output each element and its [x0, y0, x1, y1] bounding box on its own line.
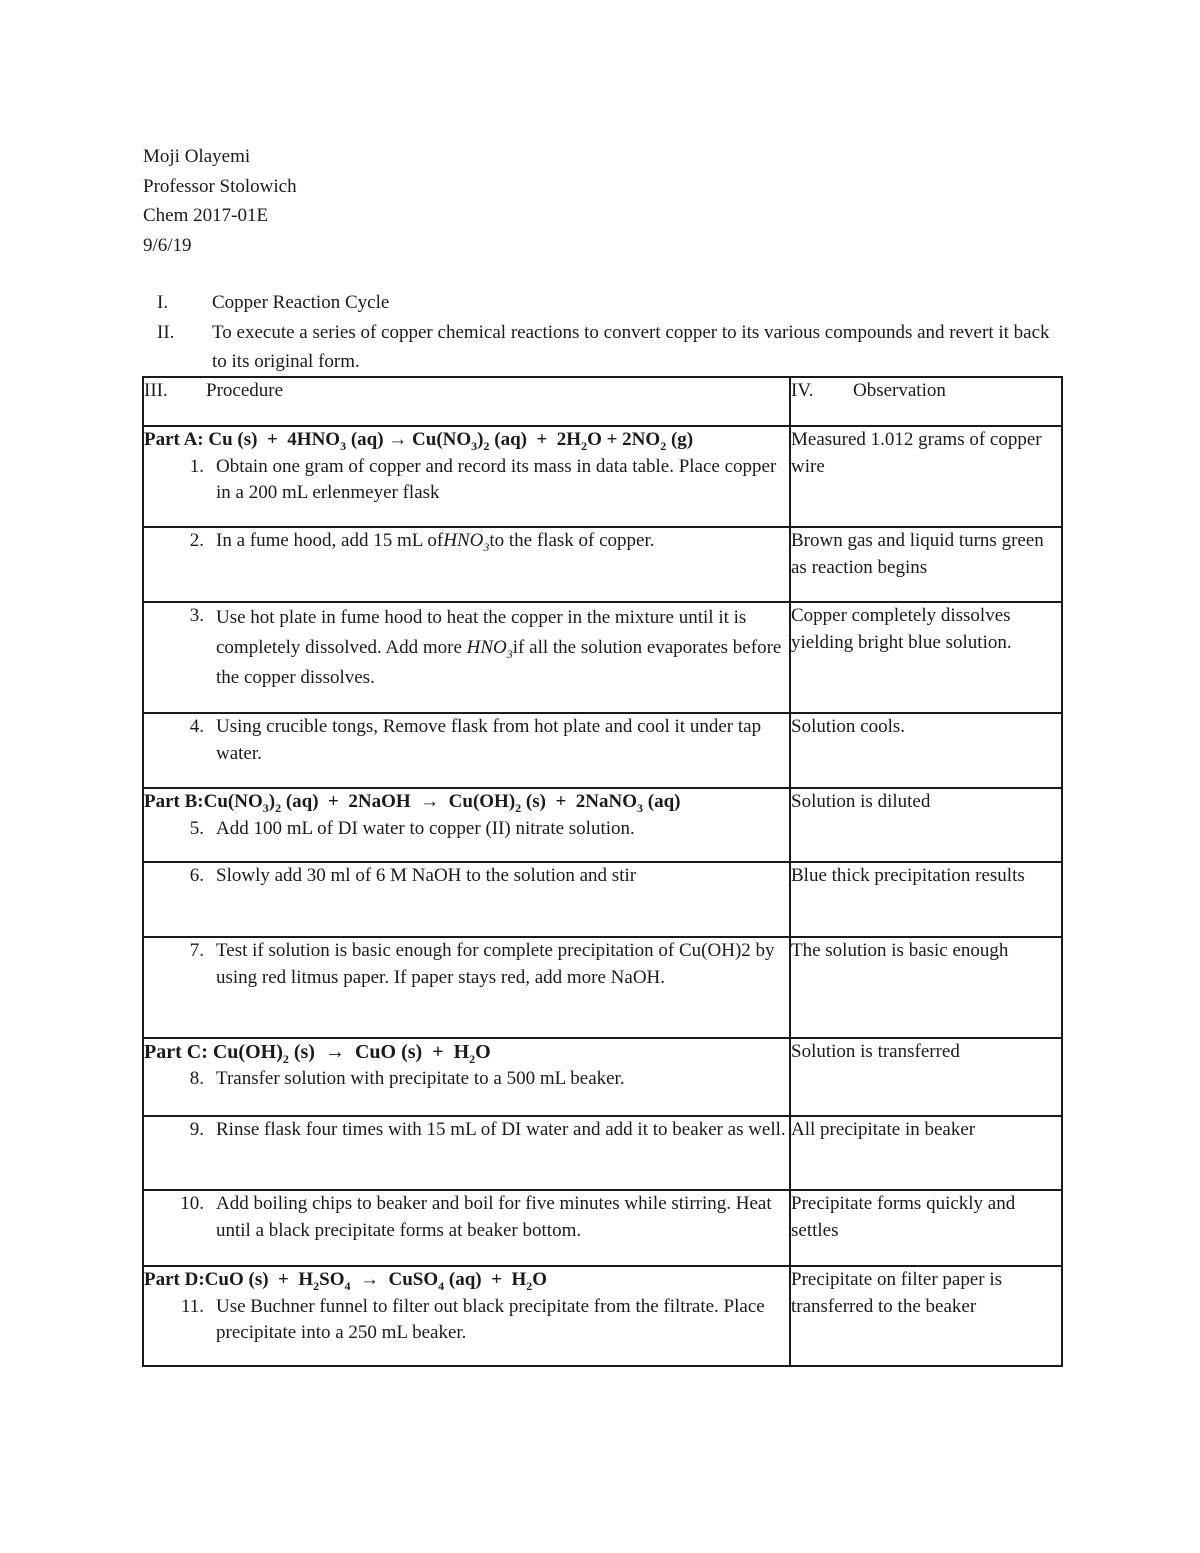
part-label: Part B: — [144, 791, 204, 812]
procedure-cell — [143, 713, 790, 788]
step-item — [144, 528, 789, 555]
step-text: Transfer solution with precipitate to a 500 mL beaker. — [216, 1067, 625, 1089]
step-text — [216, 603, 789, 693]
part-equation: CuO $(s) + H_2SO_4$ → CuSO$_4$ $(aq) + H_2O$ — [204, 1269, 548, 1293]
procedure-cell — [143, 937, 790, 1038]
step-item — [144, 714, 789, 767]
table-row — [143, 862, 1062, 937]
observation-cell — [790, 426, 1062, 527]
observation-header — [790, 377, 1062, 426]
observation-cell — [790, 862, 1062, 937]
observation-cell — [790, 1116, 1062, 1190]
table-row — [143, 527, 1062, 602]
step-item — [144, 1191, 789, 1244]
observation-cell — [790, 527, 1062, 602]
step-text: Add boiling chips to beaker and boil for five minutes while stirring. Heat until a black precipitate forms at beaker bottom. — [216, 1193, 772, 1241]
observation-cell — [790, 1190, 1062, 1266]
step-text: Add 100 mL of DI water to copper (II) nitrate solution. — [216, 817, 635, 839]
table-row — [143, 1190, 1062, 1266]
table-row — [143, 788, 1062, 862]
part-label: Part C: — [144, 1041, 208, 1063]
observation-text: Solution is diluted — [791, 791, 931, 812]
step-number: 4. — [189, 716, 204, 737]
section-text: To execute a series of copper chemical reactions to convert copper to its various compounds and revert it back to its original form. — [212, 321, 1050, 372]
step-text — [216, 528, 789, 555]
procedure-cell — [143, 426, 790, 527]
chemical-formula: $HNO_3$ — [443, 530, 490, 554]
step-text-part: Use hot plate in fume hood to heat the copper in the mixture until it is completely dissolved. Add more — [216, 607, 747, 658]
step-text: Slowly add 30 ml of 6 M NaOH to the solution and stir — [216, 865, 637, 886]
observation-text: Measured 1.012 grams of copper wire — [791, 429, 1042, 477]
step-item — [144, 454, 789, 507]
section-number: I. — [157, 292, 169, 313]
table-row — [143, 1116, 1062, 1190]
section-text: Copper Reaction Cycle — [212, 292, 390, 313]
observation-cell — [790, 937, 1062, 1038]
professor-name: Professor Stolowich — [143, 175, 297, 197]
part-equation: Cu $(s) + 4HNO_3$ $(aq) \to Cu(NO_3)_2$ $(aq) + 2H_2O + 2NO_2$ (g) — [208, 429, 694, 453]
observation-text: Copper completely dissolves yielding bright blue solution. — [791, 605, 1012, 653]
step-number: 6. — [189, 865, 204, 886]
observation-cell — [790, 1038, 1062, 1116]
step-text-part: if all the solution evaporates before the copper dissolves. — [216, 637, 782, 688]
document-header — [143, 142, 297, 260]
document-date: 9/6/19 — [143, 234, 192, 256]
step-number: 3. — [189, 605, 204, 626]
part-label: Part D: — [144, 1269, 205, 1290]
part-label: Part A: — [144, 429, 204, 450]
part-b-title — [144, 789, 789, 816]
table-row — [143, 713, 1062, 788]
step-text: Rinse flask four times with 15 mL of DI water and add it to beaker as well. — [216, 1119, 786, 1140]
step-number: 2. — [189, 530, 204, 551]
observation-text: Precipitate on filter paper is transferred to the beaker — [791, 1269, 1003, 1317]
step-text: Obtain one gram of copper and record its mass in data table. Place copper in a 200 mL erlenmeyer flask — [216, 455, 777, 503]
observation-cell — [790, 788, 1062, 862]
step-item — [144, 1294, 789, 1347]
observation-cell — [790, 713, 1062, 788]
section-list — [143, 288, 1063, 377]
section-title — [143, 288, 1063, 318]
procedure-cell — [143, 1038, 790, 1116]
step-text: Using crucible tongs, Remove flask from hot plate and cool it under tap water. — [216, 716, 762, 764]
step-item — [144, 603, 789, 693]
step-number: 1. — [189, 455, 204, 477]
step-text: Test if solution is basic enough for complete precipitation of Cu(OH)2 by using red litmus paper. If paper stays red, add more NaOH. — [216, 940, 775, 988]
part-equation: $Cu(OH)_2$ (s) → CuO $(s) + H_2O$ — [212, 1041, 491, 1066]
step-number: 7. — [189, 940, 204, 961]
procedure-cell — [143, 1116, 790, 1190]
step-number: 8. — [189, 1067, 204, 1089]
step-number: 11. — [180, 1295, 204, 1317]
procedure-cell — [143, 862, 790, 937]
step-item — [144, 1117, 789, 1144]
step-text-part: to the flask of copper. — [489, 530, 655, 551]
step-item — [144, 816, 789, 843]
observation-text: The solution is basic enough — [791, 940, 1009, 961]
procedure-cell — [143, 1266, 790, 1366]
observation-text: Brown gas and liquid turns green as reaction begins — [791, 530, 1044, 578]
procedure-cell — [143, 788, 790, 862]
table-row — [143, 602, 1062, 713]
procedure-cell — [143, 1190, 790, 1266]
step-number: 5. — [189, 817, 204, 839]
step-number: 9. — [189, 1119, 204, 1140]
observation-cell — [790, 602, 1062, 713]
observation-text: All precipitate in beaker — [791, 1119, 976, 1140]
step-item — [144, 938, 789, 991]
observation-text: Solution is transferred — [791, 1041, 960, 1062]
observation-number: IV. — [791, 380, 814, 401]
chemical-formula: $HNO_3$ — [466, 637, 513, 661]
student-name: Moji Olayemi — [143, 146, 251, 167]
part-a-title — [144, 427, 789, 454]
observation-text: Precipitate forms quickly and settles — [791, 1193, 1016, 1241]
part-d-title — [144, 1267, 789, 1294]
observation-text: Blue thick precipitation results — [791, 865, 1025, 886]
section-purpose — [143, 318, 1063, 377]
part-equation: $Cu(NO_3)_2$ (aq) + 2NaOH → $Cu(OH)_2$ (s) + 2NaNO$_3$ (aq) — [203, 791, 681, 815]
observation-text: Solution cools. — [791, 716, 906, 737]
table-header-row — [143, 377, 1062, 426]
step-item — [144, 863, 789, 890]
procedure-number: III. — [144, 380, 168, 401]
procedure-table — [142, 376, 1063, 1367]
procedure-cell — [143, 602, 790, 713]
step-item — [144, 1066, 789, 1093]
procedure-header — [143, 377, 790, 426]
procedure-label: Procedure — [206, 380, 284, 401]
part-c-title — [144, 1039, 789, 1066]
step-text: Use Buchner funnel to filter out black precipitate from the filtrate. Place precipitate into a 250 mL beaker. — [216, 1295, 765, 1343]
observation-cell — [790, 1266, 1062, 1366]
course-code: Chem 2017-01E — [143, 205, 269, 226]
step-text-part: In a fume hood, add 15 mL of — [216, 530, 444, 551]
step-number: 10. — [180, 1193, 204, 1214]
table-row — [143, 937, 1062, 1038]
section-number: II. — [157, 321, 175, 343]
observation-label: Observation — [853, 380, 946, 401]
table-row — [143, 1266, 1062, 1366]
table-row — [143, 1038, 1062, 1116]
table-row — [143, 426, 1062, 527]
procedure-cell — [143, 527, 790, 602]
